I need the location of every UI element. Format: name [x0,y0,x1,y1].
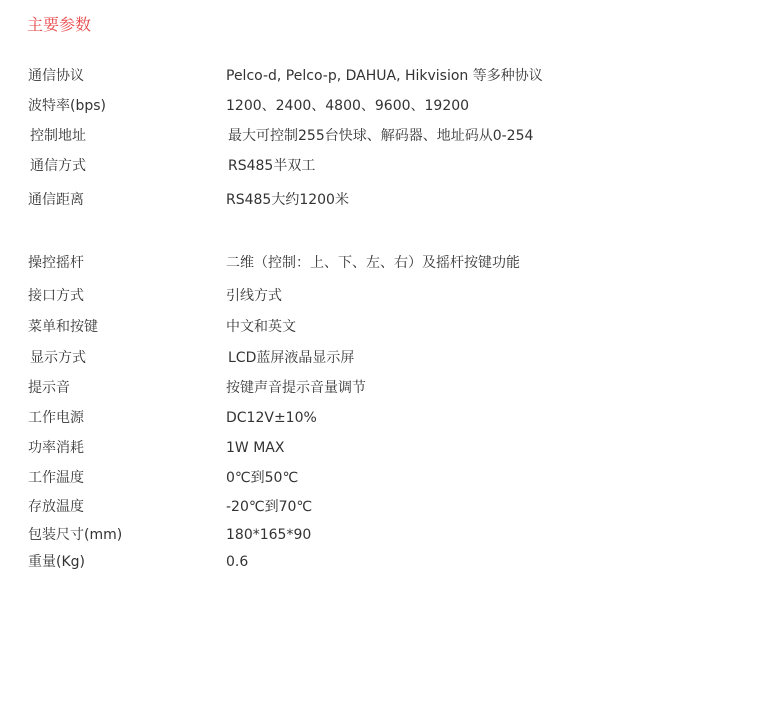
section-title: 主要参数 [27,15,92,34]
param-row-display [0,347,768,369]
param-label: 接口方式 [28,288,84,304]
param-label: 通信方式 [30,158,86,174]
param-value: 180*165*90 [226,527,312,543]
param-row-comm-distance [0,189,768,211]
param-label: 显示方式 [30,350,86,366]
param-value: 最大可控制255台快球、解码器、地址码从0-254 [228,128,534,144]
param-row-menu-keys [0,316,768,338]
param-label: 包装尺寸(mm) [28,527,123,543]
param-value: 二维（控制：上、下、左、右）及摇杆按键功能 [226,255,520,271]
param-label: 操控摇杆 [28,255,84,271]
param-label: 功率消耗 [28,440,84,456]
param-row-joystick [0,252,768,274]
param-label: 工作温度 [28,470,84,486]
param-value: LCD蓝屏液晶显示屏 [228,350,355,366]
param-row-weight [0,551,768,573]
param-label: 通信协议 [28,68,84,84]
param-value: 引线方式 [226,288,282,304]
param-row-baud-rate [0,95,768,117]
param-value: RS485大约1200米 [226,192,349,208]
param-label: 工作电源 [28,410,84,426]
param-value: Pelco-d, Pelco-p, DAHUA, Hikvision 等多种协议 [226,68,543,84]
param-value: -20℃到70℃ [226,499,313,515]
param-row-interface [0,285,768,307]
param-row-package-size [0,524,768,546]
param-value: 1200、2400、4800、9600、19200 [226,98,470,114]
param-label: 菜单和按键 [28,319,98,335]
param-label: 通信距离 [28,192,84,208]
param-label: 重量(Kg) [28,554,85,570]
param-row-control-address [0,125,768,147]
param-value: 中文和英文 [226,319,296,335]
param-row-protocol [0,65,768,87]
param-value: DC12V±10% [226,410,317,426]
param-value: 1W MAX [226,440,285,456]
param-value: 按键声音提示音量调节 [226,380,366,396]
param-row-operating-temp [0,467,768,489]
param-row-comm-mode [0,155,768,177]
param-value: RS485半双工 [228,158,316,174]
param-label: 波特率(bps) [28,98,106,114]
param-label: 控制地址 [30,128,86,144]
param-label: 存放温度 [28,499,84,515]
param-label: 提示音 [28,380,70,396]
param-value: 0.6 [226,554,249,570]
param-row-power-consumption [0,437,768,459]
param-row-storage-temp [0,496,768,518]
param-value: 0℃到50℃ [226,470,299,486]
param-row-power-supply [0,407,768,429]
param-row-beep [0,377,768,399]
